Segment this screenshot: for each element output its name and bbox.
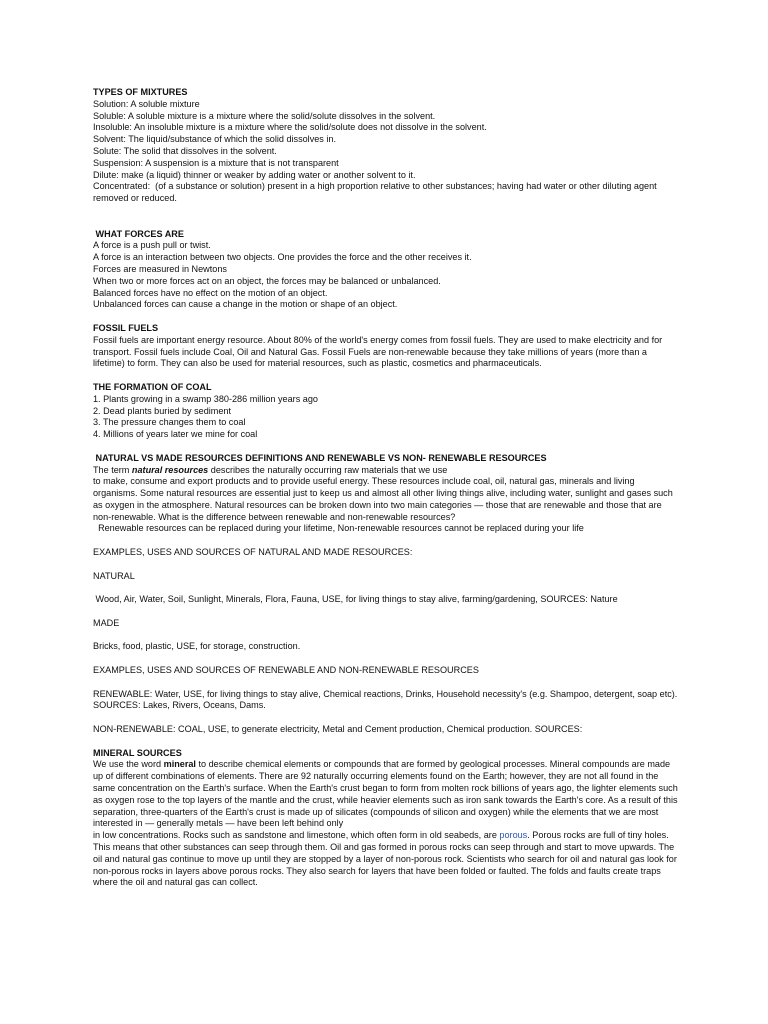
text-line: A force is a push pull or twist.: [93, 240, 211, 251]
section-what-forces-are: [93, 229, 678, 312]
label-natural: NATURAL: [93, 570, 135, 581]
text-line: Dilute: make (a liquid) thinner or weaker by adding water or another solvent to it.: [93, 169, 416, 180]
text-line: A force is an interaction between two objects. One provides the force and the other receives it.: [93, 252, 472, 263]
paragraph-text: in low concentrations. Rocks such as sandstone and limestone, which often form in old seabeds, are: [93, 830, 500, 841]
text-line: Bricks, food, plastic, USE, for storage, construction.: [93, 641, 301, 652]
text-line: Solvent: The liquid/substance of which the solid dissolves in.: [93, 134, 336, 145]
emphasis-term: natural resources: [131, 464, 209, 475]
paragraph-text: to describe chemical elements or compounds that are formed by geological processes. Mineral compounds are made up of different combinations of elements. There are 92 naturally occurring elements found on the Earth; however, they are not all found in the same concentration on the Earth's surface. When the Earth's crust began to form from molten rock billions of years ago, the lighter elements such as oxygen rose to the top layers of the mantle and the crust, while heavier elements such as iron sank towards the Earth's core. As a result of this separation, three-quarters of the Earth's crust is made up of silicates (compounds of silicon and oxygen) while the elements that we are most interested in — generally metals — have been left behind only: [93, 759, 678, 829]
list-item: 3. The pressure changes them to coal: [93, 417, 246, 428]
section-heading: FOSSIL FUELS: [93, 322, 159, 333]
section-heading: NATURAL VS MADE RESOURCES DEFINITIONS AND RENEWABLE VS NON- RENEWABLE RESOURCES: [93, 452, 547, 463]
paragraph: [93, 759, 678, 830]
section-fossil-fuels: [93, 323, 678, 370]
subheading: EXAMPLES, USES AND SOURCES OF NATURAL AND MADE RESOURCES:: [93, 547, 413, 558]
text-line: Insoluble: An insoluble mixture is a mixture where the solid/solute does not dissolve in the solvent.: [93, 122, 487, 133]
label-made: MADE: [93, 617, 120, 628]
list-item: 2. Dead plants buried by sediment: [93, 405, 232, 416]
section-heading: TYPES OF MIXTURES: [93, 87, 188, 97]
section-heading: MINERAL SOURCES: [93, 747, 182, 758]
section-mineral-sources: [93, 748, 678, 890]
text-line: When two or more forces act on an object, the forces may be balanced or unbalanced.: [93, 275, 441, 286]
list-item: 1. Plants growing in a swamp 380-286 million years ago: [93, 393, 318, 404]
text-line: Wood, Air, Water, Soil, Sunlight, Minerals, Flora, Fauna, USE, for living things to stay alive, farming/gardening, SOURCES: Nature: [93, 594, 618, 605]
text-line: Balanced forces have no effect on the motion of an object.: [93, 287, 328, 298]
paragraph-text: We use the word: [93, 759, 164, 770]
section-heading: THE FORMATION OF COAL: [93, 381, 212, 392]
intro-line: [93, 465, 678, 477]
text-line: Suspension: A suspension is a mixture that is not transparent: [93, 157, 339, 168]
section-examples-renewable: [93, 665, 678, 736]
paragraph: RENEWABLE: Water, USE, for living things to stay alive, Chemical reactions, Drinks, Household necessity's (e.g. Shampoo, detergent, soap etc). SOURCES: Lakes, Rivers, Oceans, Dams.: [93, 688, 678, 711]
subheading: EXAMPLES, USES AND SOURCES OF RENEWABLE AND NON-RENEWABLE RESOURCES: [93, 665, 479, 676]
paragraph: [93, 830, 678, 889]
section-examples-natural-made: [93, 547, 678, 653]
section-types-of-mixtures: [93, 87, 678, 205]
section-natural-vs-made: [93, 453, 678, 536]
paragraph: to make, consume and export products and to provide useful energy. These resources include coal, oil, natural gas, minerals and living organisms. Some natural resources are essential just to keep us and almost all other living things alive, including water, sunlight and gases such as oxygen in the atmosphere. Natural resources can be broken down into two main categories — those that are renewable and those that are non-renewable. What is the difference between renewable and non-renewable resources?: [93, 476, 673, 522]
intro-text: describes the naturally occurring raw materials that we use: [208, 464, 448, 475]
list-item: 4. Millions of years later we mine for coal: [93, 429, 258, 440]
bold-term: mineral: [163, 759, 196, 770]
porous-link[interactable]: porous: [499, 830, 528, 841]
text-line: Renewable resources can be replaced during your lifetime, Non-renewable resources cannot be replaced during your life: [93, 523, 584, 534]
text-line: Soluble: A soluble mixture is a mixture where the solid/solute dissolves in the solvent.: [93, 110, 436, 121]
text-line: Unbalanced forces can cause a change in the motion or shape of an object.: [93, 299, 398, 310]
text-line: Forces are measured in Newtons: [93, 263, 227, 274]
document-page: [93, 87, 678, 901]
paragraph: NON-RENEWABLE: COAL, USE, to generate electricity, Metal and Cement production, Chemical production. SOURCES:: [93, 724, 583, 735]
text-line: Solution: A soluble mixture: [93, 98, 200, 109]
section-heading: WHAT FORCES ARE: [93, 228, 184, 239]
intro-text: The term: [93, 464, 132, 475]
text-line: Concentrated: (of a substance or solution) present in a high proportion relative to other substances; having had water or other diluting agent removed or reduced.: [93, 181, 660, 204]
text-line: Solute: The solid that dissolves in the solvent.: [93, 145, 277, 156]
section-formation-of-coal: [93, 382, 678, 441]
paragraph-text: . Porous rocks are full of tiny holes. This means that other substances can seep through them. Oil and gas formed in porous rocks can seep through and start to move upwards. The oil and natural gas continue to move up until they are stopped by a layer of non-porous rock. Scientists who search for oil and natural gas look for non-porous rocks in layers above porous rocks. They also search for layers that have been folded or faulted. The folds and faults create traps where the oil and natural gas can collect.: [93, 830, 677, 888]
paragraph: Fossil fuels are important energy resource. About 80% of the world's energy comes from fossil fuels. They are used to make electricity and for transport. Fossil fuels include Coal, Oil and Natural Gas. Fossil Fuels are non-renewable because they take millions of years (more than a lifetime) to form. They can also be used for material resources, such as plastic, cosmetics and pharmaceuticals.: [93, 334, 663, 369]
